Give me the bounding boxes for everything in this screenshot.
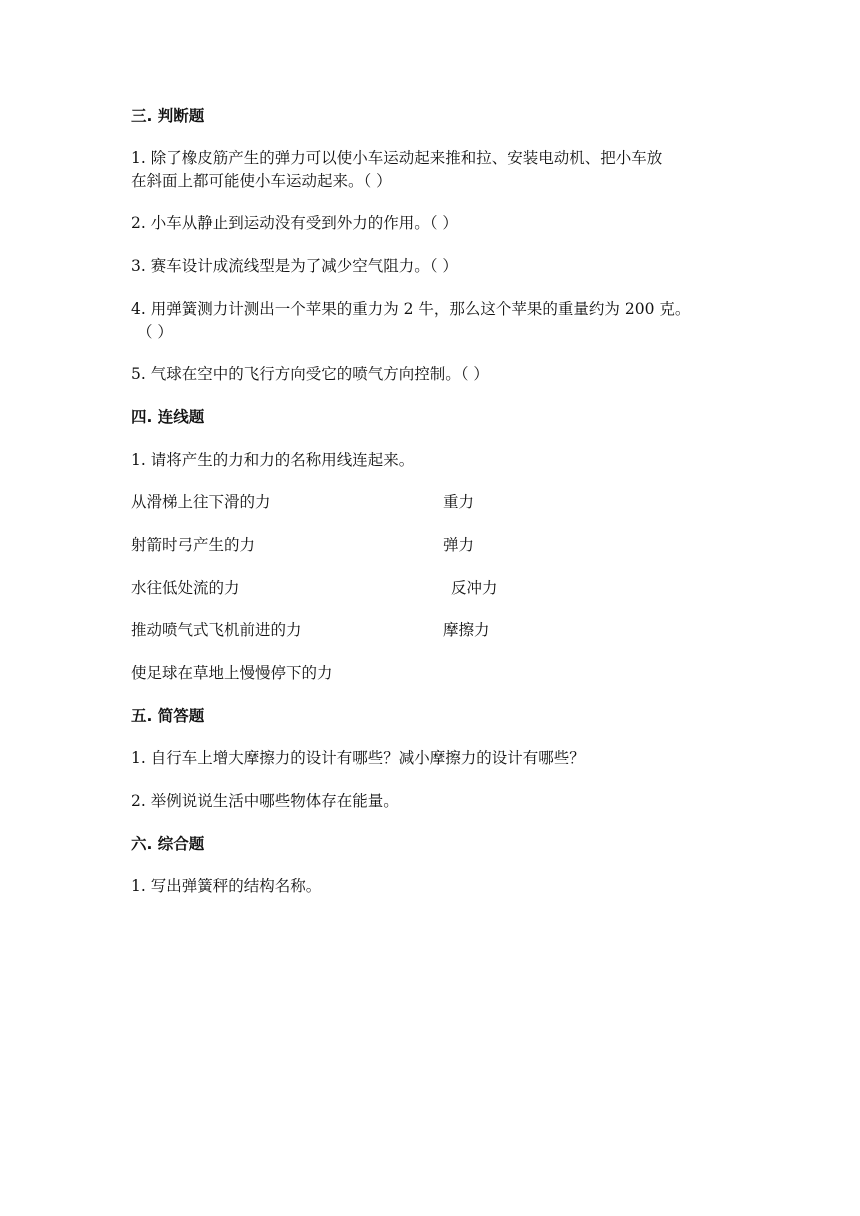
match-left-item: 水往低处流的力: [131, 579, 240, 597]
question-3-4-line-2: （ ）: [137, 323, 173, 341]
question-4-1: 1. 请将产生的力和力的名称用线连起来。: [131, 451, 415, 469]
match-left-item: 从滑梯上往下滑的力: [131, 493, 271, 511]
question-5-1: 1. 自行车上增大摩擦力的设计有哪些？减小摩擦力的设计有哪些？: [131, 749, 585, 767]
question-3-3: 3. 赛车设计成流线型是为了减少空气阻力。（ ）: [131, 257, 458, 275]
section-heading-short-answer: 五. 简答题: [131, 707, 205, 725]
match-right-item: 摩擦力: [443, 621, 490, 639]
question-3-2: 2. 小车从静止到运动没有受到外力的作用。（ ）: [131, 214, 458, 232]
section-heading-matching: 四. 连线题: [131, 408, 205, 426]
question-3-1-line-2: 在斜面上都可能使小车运动起来。（ ）: [131, 172, 392, 190]
match-right-item: 弹力: [443, 536, 475, 554]
match-right-item: 反冲力: [451, 579, 498, 597]
question-3-1-line-1: 1. 除了橡皮筋产生的弹力可以使小车运动起来推和拉、安装电动机、把小车放: [131, 149, 663, 167]
section-heading-judgement: 三. 判断题: [131, 107, 205, 125]
match-left-item: 射箭时弓产生的力: [131, 536, 256, 554]
section-heading-comprehensive: 六. 综合题: [131, 835, 205, 853]
question-3-4-line-1: 4. 用弹簧测力计测出一个苹果的重力为 2 牛，那么这个苹果的重量约为 200 克。: [131, 300, 691, 318]
question-5-2: 2. 举例说说生活中哪些物体存在能量。: [131, 792, 399, 810]
match-left-item: 推动喷气式飞机前进的力: [131, 621, 302, 639]
question-6-1: 1. 写出弹簧秤的结构名称。: [131, 877, 322, 895]
document-page: [131, 0, 751, 1216]
match-right-item: 重力: [443, 493, 475, 511]
question-3-5: 5. 气球在空中的飞行方向受它的喷气方向控制。（ ）: [131, 365, 489, 383]
match-left-item: 使足球在草地上慢慢停下的力: [131, 664, 333, 682]
